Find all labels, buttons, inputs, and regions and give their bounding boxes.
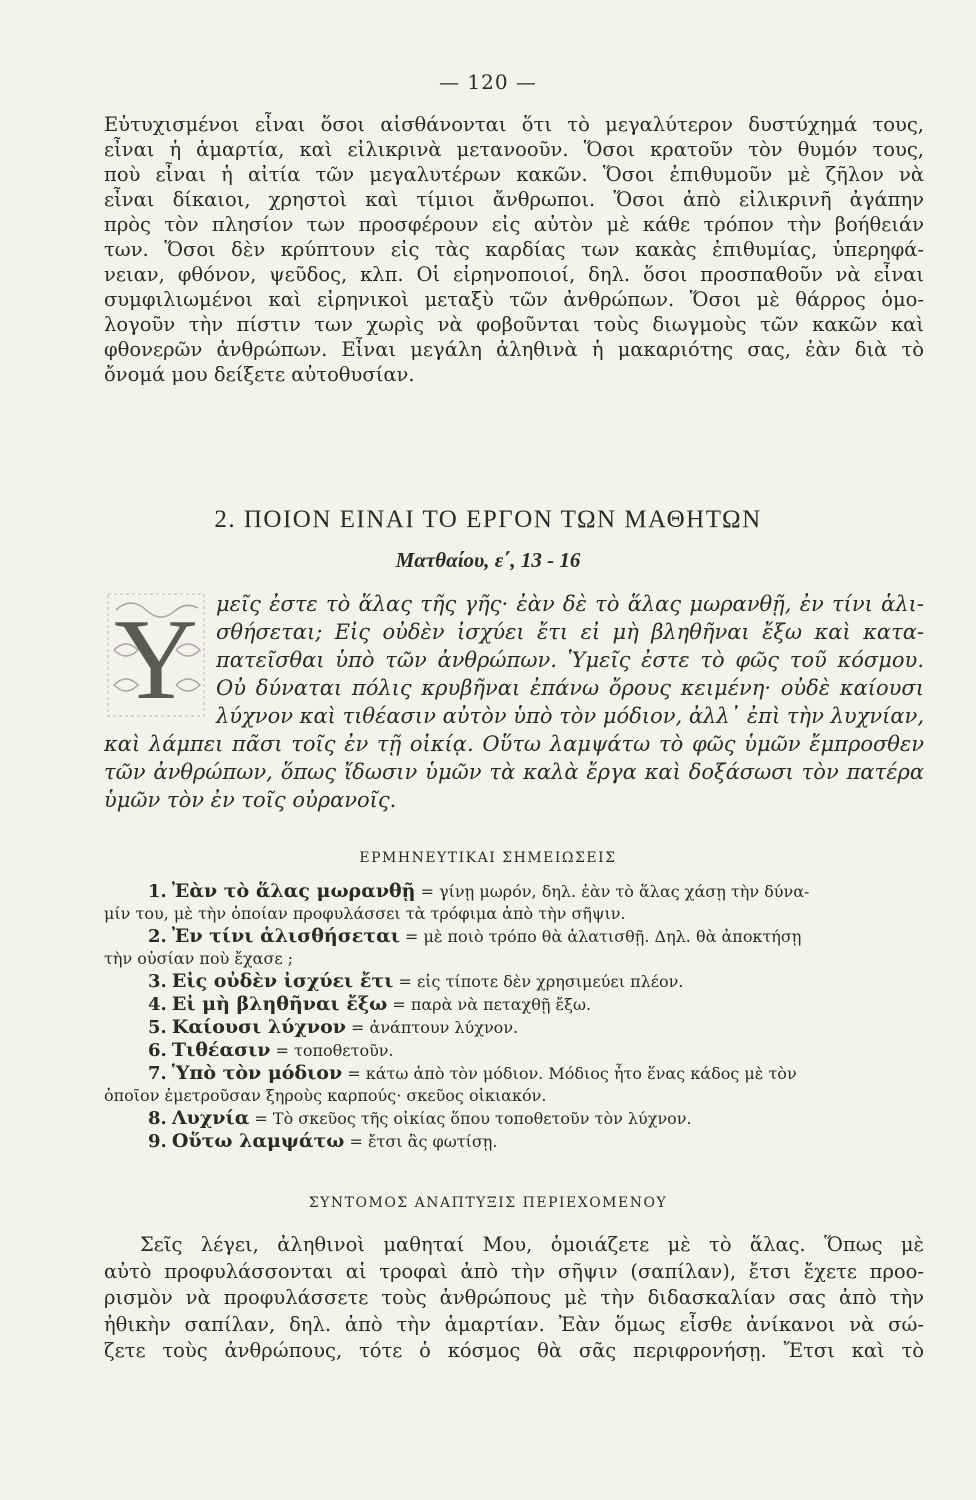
note-number: 4.	[148, 994, 167, 1015]
note-item	[104, 1062, 924, 1107]
note-text: = τοποθετοῦν.	[270, 1041, 394, 1060]
note-term: Ὑπὸ τὸν μόδιον	[171, 1062, 343, 1084]
note-continuation: μίν του, μὲ τὴν ὁποίαν προφυλάσσει τὰ τρόφιμα ἀπὸ τὴν σῆψιν.	[104, 904, 626, 923]
note-item	[104, 1016, 924, 1039]
note-item	[104, 993, 924, 1016]
note-term: Εἰς οὐδὲν ἰσχύει ἔτι	[171, 970, 394, 992]
dropcap-letter: Υ	[114, 596, 198, 720]
note-term: Εἰ μὴ βληθῆναι ἔξω	[171, 993, 388, 1015]
note-item	[104, 1130, 924, 1153]
note-number: 5.	[148, 1017, 167, 1038]
text-line: ποὺ εἶναι ἡ αἰτία τῶν μεγαλυτέρων κακῶν. Ὅσοι ἐπιθυμοῦν μὲ ζῆλον νὰ	[104, 163, 924, 186]
scripture-line: Οὐ δύναται πόλις κρυβῆναι ἐπάνω ὄρους κειμένη· οὐδὲ καίουσι	[216, 676, 924, 700]
notes-title: ΕΡΜΗΝΕΥΤΙΚΑΙ ΣΗΜΕΙΩΣΕΙΣ	[359, 850, 617, 866]
note-term: Ἐὰν τὸ ἅλας μωρανθῇ	[171, 880, 416, 902]
note-item	[104, 1039, 924, 1062]
note-number: 8.	[148, 1108, 167, 1129]
text-line: εἶναι δίκαιοι, χρηστοὶ καὶ τίμιοι ἄνθρωποι. Ὅσοι ἀπὸ εἰλικρινῆ ἀγάπην	[104, 188, 924, 211]
note-text: = ἔτσι ἂς φωτίσῃ.	[344, 1132, 498, 1151]
text-line: εἶναι ἡ ἁμαρτία, καὶ εἰλικρινὰ μετανοοῦν. Ὅσοι κρατοῦν τὸν θυμόν τους,	[104, 138, 924, 161]
note-number: 1.	[148, 881, 167, 902]
text-line: συμφιλιωμένοι καὶ εἰρηνικοὶ μεταξὺ τῶν ἀνθρώπων. Ὅσοι μὲ θάρρος ὁμο-	[104, 288, 924, 311]
scripture-line: μεῖς ἐστε τὸ ἅλας τῆς γῆς· ἐὰν δὲ τὸ ἅλας μωρανθῇ, ἐν τίνι ἁλι-	[216, 592, 924, 616]
text-line: ὄνομά μου δείξετε αὐτοθυσίαν.	[104, 363, 415, 386]
scripture-line: τῶν ἀνθρώπων, ὅπως ἴδωσιν ὑμῶν τὰ καλὰ ἔργα καὶ δοξάσωσι τὸν πατέρα	[104, 760, 924, 784]
note-text: = ἀνάπτουν λύχνον.	[345, 1018, 519, 1037]
scripture-line: λύχνον καὶ τιθέασιν αὐτὸν ὑπὸ τὸν μόδιον, ἀλλ᾽ ἐπὶ τὴν λυχνίαν,	[216, 704, 924, 728]
scripture-line: πατεῖσθαι ὑπὸ τῶν ἀνθρώπων. Ὑμεῖς ἐστε τὸ φῶς τοῦ κόσμου.	[216, 648, 924, 672]
scripture-line: καὶ λάμπει πᾶσι τοῖς ἐν τῇ οἰκίᾳ. Οὕτω λαμψάτω τὸ φῶς ὑμῶν ἔμπροσθεν	[104, 732, 924, 756]
summary-line: ἠθικὴν σαπίλαν, δηλ. ἀπὸ τὴν ἁμαρτίαν. Ἐὰν ὅμως εἶσθε ἀνίκανοι νὰ σώ-	[104, 1312, 924, 1336]
note-term: Καίουσι λύχνον	[171, 1016, 346, 1038]
note-text: = μὲ ποιὸ τρόπο θὰ ἁλατισθῇ. Δηλ. θὰ ἀποκτήσῃ	[399, 927, 802, 946]
scripture-passage	[104, 590, 924, 814]
notes-list	[104, 880, 924, 1153]
summary-line: ρισμὸν νὰ προφυλάσσετε τοὺς ἀνθρώπους μὲ τὴν διδασκαλίαν σας ἀπὸ τὴν	[104, 1286, 924, 1309]
note-text: = κάτω ἀπὸ τὸν μόδιον. Μόδιος ἦτο ἕνας κάδος μὲ τὸν	[342, 1064, 797, 1083]
note-item	[104, 925, 924, 970]
scripture-line: ὑμῶν τὸν ἐν τοῖς οὐρανοῖς.	[104, 788, 397, 812]
note-text: = Τὸ σκεῦος τῆς οἰκίας ὅπου τοποθετοῦν τὸν λύχνον.	[249, 1109, 692, 1128]
summary-title: ΣΥΝΤΟΜΟΣ ΑΝΑΠΤΥΞΙΣ ΠΕΡΙΕΧΟΜΕΝΟΥ	[308, 1195, 668, 1211]
note-item	[104, 880, 924, 925]
summary-line: αὐτὸ προφυλάσσονται αἱ τροφαὶ ἀπὸ τὴν σῆψιν (σαπίλαν), ἔτσι ἔχετε προο-	[104, 1259, 924, 1283]
note-number: 9.	[148, 1131, 167, 1152]
summary-line: Σεῖς λέγει, ἀληθινοὶ μαθηταί Μου, ὁμοιάζετε μὲ τὸ ἅλας. Ὅπως μὲ	[140, 1233, 924, 1256]
text-line: λογοῦν τὴν πίστιν των χωρὶς νὰ φοβοῦνται τοὺς διωγμοὺς τῶν κακῶν καὶ	[104, 313, 924, 336]
note-text: = παρὰ νὰ πεταχθῇ ἔξω.	[387, 995, 592, 1014]
note-number: 6.	[148, 1040, 167, 1061]
text-line: Εὐτυχισμένοι εἶναι ὅσοι αἰσθάνονται ὅτι τὸ μεγαλύτερον δυστύχημά τους,	[104, 113, 924, 136]
section-heading: 2. ΠΟΙΟΝ ΕΙΝΑΙ ΤΟ ΕΡΓΟΝ ΤΩΝ ΜΑΘΗΤΩΝ	[214, 506, 762, 533]
scripture-line: σθήσεται; Εἰς οὐδὲν ἰσχύει ἔτι εἰ μὴ βληθῆναι ἔξω καὶ κατα-	[216, 620, 924, 644]
note-text: = γίνῃ μωρόν, δηλ. ἐὰν τὸ ἅλας χάσῃ τὴν δύνα-	[415, 882, 810, 901]
text-line: νειαν, φθόνον, ψεῦδος, κλπ. Οἱ εἰρηνοποιοί, δηλ. ὅσοι προσπαθοῦν νὰ εἶναι	[104, 263, 924, 286]
note-text: = εἰς τίποτε δὲν χρησιμεύει πλέον.	[393, 972, 684, 991]
note-term: Ἐν τίνι ἁλισθήσεται	[171, 925, 400, 947]
summary-paragraph	[104, 1232, 924, 1365]
note-term: Λυχνία	[171, 1107, 250, 1129]
text-line: των. Ὅσοι δὲν κρύπτουν εἰς τὰς καρδίας των κακὰς ἐπιθυμίας, ὑπερηφά-	[104, 238, 924, 261]
intro-paragraph	[104, 112, 924, 387]
note-item	[104, 1107, 924, 1130]
text-line: πρὸς τὸν πλησίον των προσφέρουν εἰς αὐτὸν μὲ κάθε τρόπον τὴν βοήθειάν	[104, 213, 924, 236]
note-continuation: ὁποῖον ἐμετροῦσαν ξηροὺς καρπούς· σκεῦος οἰκιακόν.	[104, 1086, 547, 1105]
note-item	[104, 970, 924, 993]
section-reference: Ματθαίου, ε΄, 13 - 16	[395, 548, 581, 572]
note-term: Τιθέασιν	[171, 1039, 271, 1061]
note-continuation: τὴν οὐσίαν ποὺ ἔχασε ;	[104, 949, 294, 968]
summary-line: ζετε τοὺς ἀνθρώπους, τότε ὁ κόσμος θὰ σᾶς περιφρονήσῃ. Ἔτσι καὶ τὸ	[104, 1339, 924, 1362]
note-number: 2.	[148, 926, 167, 947]
note-number: 7.	[148, 1063, 167, 1084]
page-number: — 120 —	[439, 70, 537, 94]
text-line: φθονερῶν ἀνθρώπων. Εἶναι μεγάλη ἀληθινὰ ἡ μακαριότης σας, ἐὰν διὰ τὸ	[104, 338, 924, 361]
note-number: 3.	[148, 971, 167, 992]
note-term: Οὕτω λαμψάτω	[171, 1130, 345, 1152]
